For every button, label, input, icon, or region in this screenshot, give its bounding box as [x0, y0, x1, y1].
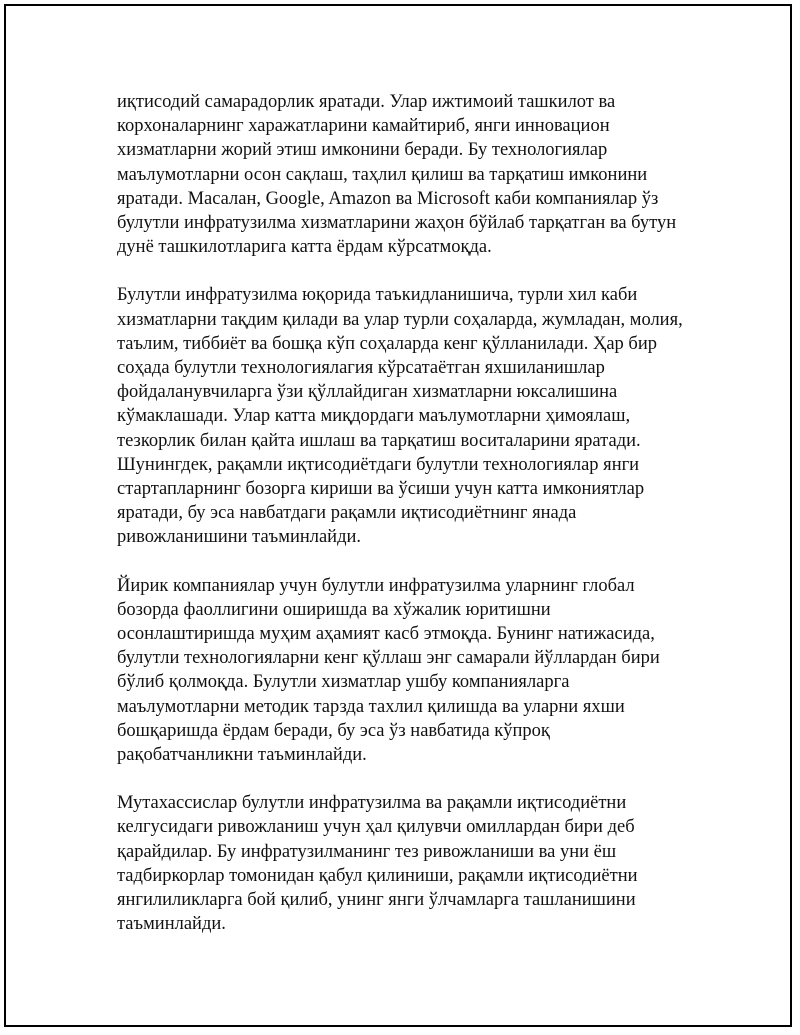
text-line: фойдаланувчиларга ўзи қўллайдиган хизматларни юксалишина	[117, 382, 618, 403]
text-line: Шунингдек, рақамли иқтисодиётдаги булутли технологиялар янги	[117, 454, 640, 475]
text-line: янгилиликларга бой қилиб, унинг янги ўлчамларга ташланишини	[117, 890, 636, 911]
document-body	[117, 90, 697, 961]
text-line: хизматларни жорий этиш имконини беради. Бу технологиялар	[117, 140, 608, 161]
text-line: бўлиб қолмоқда. Булутли хизматлар ушбу компанияларга	[117, 672, 570, 693]
text-line: дунё ташкилотларига катта ёрдам кўрсатмоқда.	[117, 237, 492, 258]
text-line: Булутли инфратузилма юқорида таъкидланишича, турли хил каби	[117, 285, 638, 306]
paragraph-3	[117, 574, 697, 768]
text-line: Йирик компаниялар учун булутли инфратузилма уларнинг глобал	[117, 575, 635, 596]
text-line: Мутахассислар булутли инфратузилма ва рақамли иқтисодиётни	[117, 793, 627, 814]
text-line: соҳада булутли технологиялагия кўрсатаётган яхшиланишлар	[117, 358, 605, 379]
text-line: яратади, бу эса навбатдаги рақамли иқтисодиётнинг янада	[117, 503, 577, 524]
text-line: стартапларнинг бозорга кириши ва ўсиши учун катта имкониятлар	[117, 479, 645, 500]
text-line: яратади. Масалан, Google, Amazon ва Microsoft каби компаниялар ўз	[117, 188, 659, 209]
text-line: корхоналарнинг харажатларини камайтириб, янги инновацион	[117, 116, 610, 137]
text-line: ривожланишини таъминлайди.	[117, 527, 362, 548]
text-line: таълим, тиббиёт ва бошқа кўп соҳаларда кенг қўлланилади. Ҳар бир	[117, 333, 657, 354]
text-line: қарайдилар. Бу инфратузилманинг тез ривожланиши ва уни ёш	[117, 841, 617, 862]
text-line: булутли инфратузилма хизматларини жаҳон бўйлаб тарқатган ва бутун	[117, 213, 677, 234]
text-line: келгусидаги ривожланиш учун ҳал қилувчи омиллардан бири деб	[117, 817, 635, 838]
text-line: кўмаклашади. Улар катта миқдордаги маълумотларни ҳимоялаш,	[117, 406, 631, 427]
text-line: булутли технологияларни кенг қўллаш энг самарали йўллардан бири	[117, 648, 660, 669]
paragraph-4	[117, 791, 697, 936]
text-line: таъминлайди.	[117, 914, 226, 935]
text-line: тадбиркорлар томонидан қабул қилиниши, рақамли иқтисодиётни	[117, 865, 638, 886]
text-line: осонлаштиришда муҳим аҳамият касб этмоқда. Бунинг натижасида,	[117, 624, 655, 645]
text-line: маълумотларни методик тарзда тахлил қилишда ва уларни яхши	[117, 696, 625, 717]
text-line: маълумотларни осон сақлаш, таҳлил қилиш ва тарқатиш имконини	[117, 164, 648, 185]
text-line: бошқаришда ёрдам беради, бу эса ўз навбатида кўпроқ	[117, 720, 550, 741]
paragraph-1	[117, 90, 697, 259]
text-line: тезкорлик билан қайта ишлаш ва тарқатиш воситаларини яратади.	[117, 430, 641, 451]
text-line: иқтисодий самарадорлик яратади. Улар ижтимоий ташкилот ва	[117, 92, 616, 112]
text-line: хизматларни тақдим қилади ва улар турли соҳаларда, жумладан, молия,	[117, 309, 683, 330]
text-line: рақобатчанликни таъминлайди.	[117, 745, 367, 766]
text-line: бозорда фаоллигини оширишда ва хўжалик юритишни	[117, 599, 551, 620]
paragraph-2	[117, 283, 697, 549]
